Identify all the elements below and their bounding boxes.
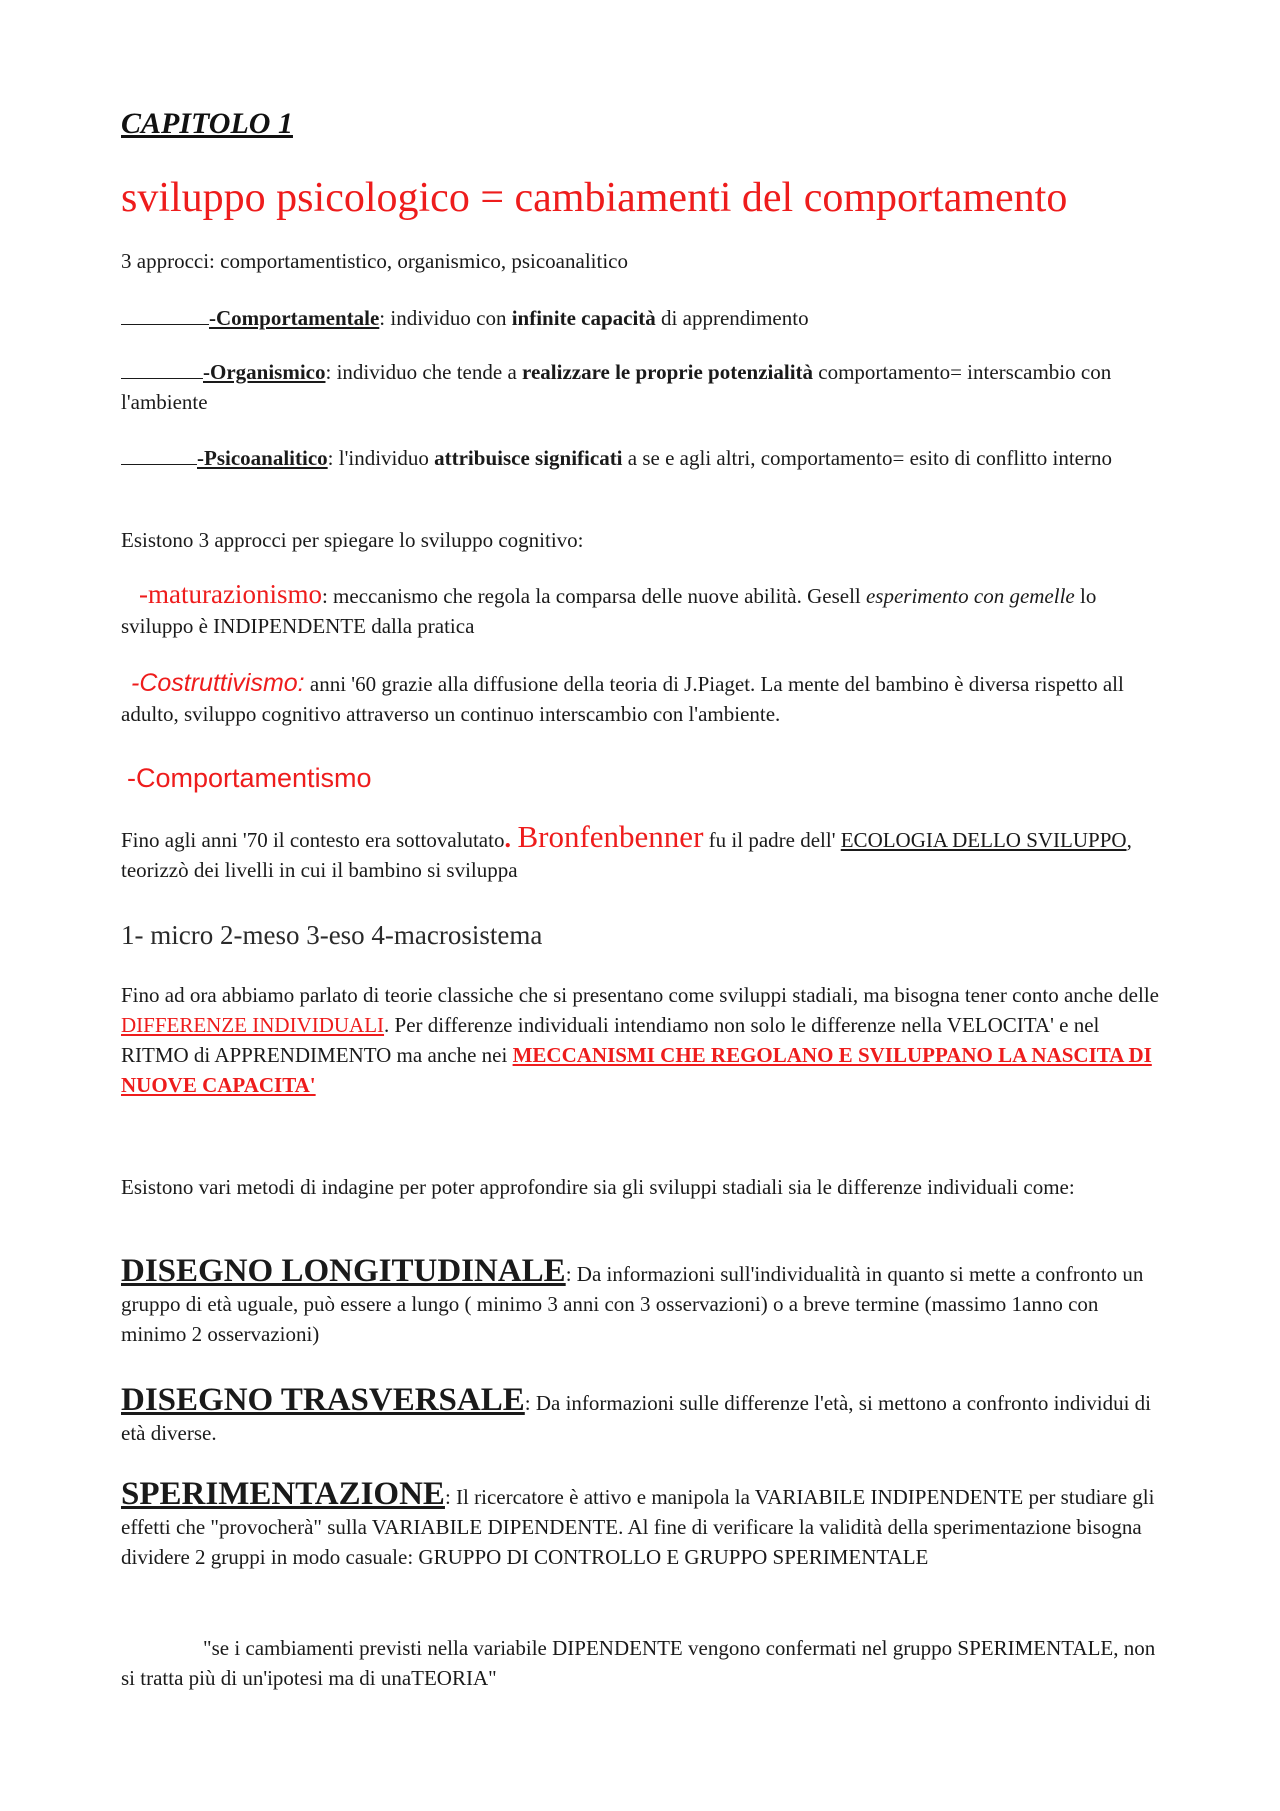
- comportamentismo-heading: [121, 760, 1161, 796]
- psicoanalitico-bold: attribuisce significati: [434, 446, 623, 470]
- cognitive-intro: Esistono 3 approcci per spiegare lo sviluppo cognitivo:: [121, 528, 584, 552]
- longitudinale-text: : Da informazioni sull'individualità in quanto si mette a confronto un gruppo di età uguale, può essere a lungo ( minimo 3 anni con 3 osservazioni) o a breve termine (massimo 1anno con minimo 2 osservazioni): [121, 1262, 1144, 1346]
- bronfenbrenner-text3: , teorizzò dei livelli in cui il bambino si sviluppa: [121, 828, 1132, 882]
- differences-text1: Fino ad ora abbiamo parlato di teorie classiche che si presentano come sviluppi stadiali, ma bisogna tener conto anche delle: [121, 983, 1159, 1007]
- organismico-paragraph: [121, 354, 1161, 417]
- sperimentazione-text: : Il ricercatore è attivo e manipola la VARIABILE INDIPENDENTE per studiare gli effetti che "provocherà" sulla VARIABILE DIPENDENTE. Al fine di verificare la validità della sperimentazione bisogna dividere 2 gruppi in modo casuale: GRUPPO DI CONTROLLO E GRUPPO SPERIMENTALE: [121, 1485, 1155, 1569]
- costruttivismo-label: -Costruttivismo:: [131, 669, 305, 697]
- levels-text: 1- micro 2-meso 3-eso 4-macrosistema: [121, 920, 543, 950]
- longitudinale-paragraph: [121, 1253, 1161, 1349]
- quote-text: "se i cambiamenti previsti nella variabile DIPENDENTE vengono confermati nel gruppo SPERIMENTALE, non si tratta più di un'ipotesi ma di unaTEORIA": [121, 1636, 1156, 1690]
- maturazionismo-text1: : meccanismo che regola la comparsa delle nuove abilità. Gesell: [321, 584, 866, 608]
- maturazionismo-text2: lo sviluppo è INDIPENDENTE dalla pratica: [121, 584, 1097, 638]
- differences-text2: . Per differenze individuali intendiamo non solo le differenze nella VELOCITA' e nel RITMO di APPRENDIMENTO ma anche nei: [121, 1013, 1100, 1067]
- maturazionismo-label: -maturazionismo: [139, 579, 322, 609]
- ecologia-link[interactable]: ECOLOGIA DELLO SVILUPPO: [840, 828, 1127, 852]
- organismico-bold: realizzare le proprie potenzialità: [522, 360, 814, 384]
- methods-intro: Esistono vari metodi di indagine per poter approfondire sia gli sviluppi stadiali sia le differenze individuali come:: [121, 1175, 1075, 1199]
- bronfenbrenner-text2: fu il padre dell': [703, 828, 841, 852]
- organismico-label: -Organismico: [203, 360, 326, 384]
- underline-blank: [121, 354, 203, 379]
- psicoanalitico-paragraph: [121, 440, 1161, 473]
- approaches-intro: 3 approcci: comportamentistico, organismico, psicoanalitico: [121, 249, 628, 273]
- maturazionismo-italic: esperimento con gemelle: [865, 584, 1075, 608]
- comportamentismo-label: -Comportamentismo: [127, 763, 372, 793]
- bronfenbrenner-name: Bronfenbenner: [517, 819, 704, 854]
- page-title: sviluppo psicologico = cambiamenti del comportamento: [121, 175, 1068, 221]
- meccanismi-highlight: MECCANISMI CHE REGOLANO E SVILUPPANO LA NASCITA DI NUOVE CAPACITA': [121, 1043, 1152, 1097]
- psicoanalitico-text1: : l'individuo: [327, 446, 435, 470]
- comportamentale-paragraph: [121, 300, 1161, 333]
- psicoanalitico-label: -Psicoanalitico: [197, 446, 328, 470]
- psicoanalitico-text2: a se e agli altri, comportamento= esito di conflitto interno: [622, 446, 1112, 470]
- conclusion-quote: [121, 1633, 1161, 1693]
- organismico-text2: comportamento= interscambio con l'ambiente: [121, 360, 1112, 414]
- comportamentale-text2: di apprendimento: [655, 306, 809, 330]
- organismico-text1: : individuo che tende a: [325, 360, 523, 384]
- underline-blank: [121, 300, 209, 325]
- comportamentale-bold: infinite capacità: [511, 306, 656, 330]
- underline-blank: [121, 440, 197, 465]
- maturazionismo-paragraph: [121, 579, 1161, 641]
- chapter-heading: CAPITOLO 1: [121, 107, 293, 140]
- trasversale-paragraph: [121, 1382, 1161, 1448]
- costruttivismo-text: anni '60 grazie alla diffusione della teoria di J.Piaget. La mente del bambino è diversa rispetto all adulto, sviluppo cognitivo attraverso un continuo interscambio con l'ambiente.: [121, 672, 1124, 726]
- sperimentazione-paragraph: [121, 1476, 1161, 1572]
- levels-list: [121, 917, 1161, 953]
- bronfenbrenner-paragraph: [121, 819, 1161, 885]
- individual-differences-paragraph: [121, 980, 1161, 1100]
- longitudinale-heading: DISEGNO LONGITUDINALE: [121, 1253, 566, 1289]
- differenze-individuali-link[interactable]: DIFFERENZE INDIVIDUALI: [121, 1013, 385, 1037]
- comportamentale-text1: : individuo con: [379, 306, 512, 330]
- sperimentazione-heading: SPERIMENTAZIONE: [121, 1476, 445, 1512]
- trasversale-heading: DISEGNO TRASVERSALE: [121, 1382, 525, 1418]
- bronfenbrenner-dot: .: [504, 824, 518, 853]
- bronfenbrenner-text1: Fino agli anni '70 il contesto era sottovalutato: [121, 828, 505, 852]
- trasversale-text: : Da informazioni sulle differenze l'età, si mettono a confronto individui di età diverse.: [121, 1391, 1152, 1445]
- comportamentale-label: -Comportamentale: [209, 306, 380, 330]
- costruttivismo-paragraph: [121, 668, 1161, 729]
